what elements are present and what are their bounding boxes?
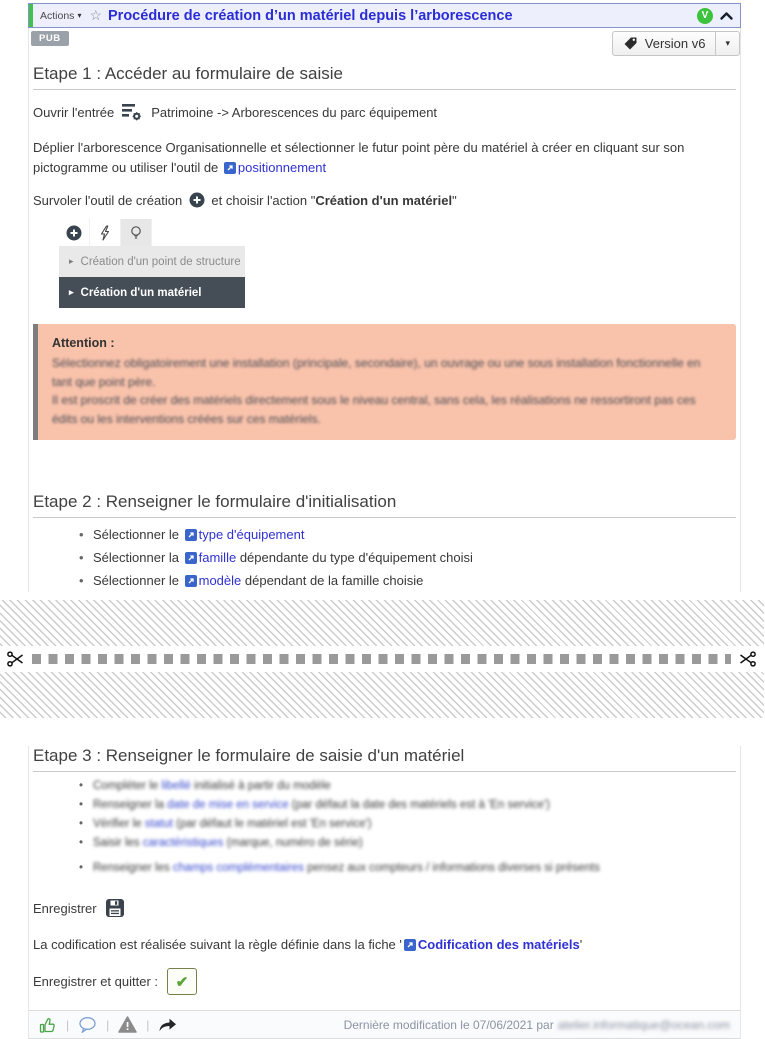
- step2-bullet-list: [33, 523, 736, 592]
- modified-author: atelier.informatique@ocean.com: [557, 1017, 730, 1032]
- article-body-continued: [28, 746, 741, 1039]
- positionnement-link[interactable]: positionnement: [237, 160, 327, 175]
- list-item: [33, 777, 736, 796]
- bullet-text: Renseigner les: [93, 862, 173, 874]
- meta-row: [29, 28, 740, 58]
- validated-status-icon: V: [697, 8, 713, 24]
- title-bar: [28, 3, 741, 28]
- dashed-cut-line: [32, 654, 731, 664]
- plus-circle-icon: [189, 192, 205, 208]
- article-body: [28, 28, 741, 592]
- external-link-icon: [185, 575, 197, 587]
- bullet-text: champs complémentaires: [172, 862, 304, 874]
- save-quit-label: Enregistrer et quitter :: [33, 974, 158, 989]
- open-entry-prefix: Ouvrir l'entrée: [33, 104, 115, 120]
- save-floppy-icon: [105, 898, 125, 918]
- version-button[interactable]: [612, 31, 717, 56]
- bullet-text: (marque, numéro de série): [223, 837, 363, 849]
- save-line: [33, 898, 736, 918]
- open-entry-line: [33, 102, 736, 123]
- external-link-icon: [185, 529, 197, 541]
- thumbs-up-icon[interactable]: [39, 1016, 57, 1034]
- hover-action-name: Création d'un matériel: [315, 193, 453, 208]
- bullet-text: caractéristiques: [142, 837, 224, 849]
- favorite-star-icon[interactable]: ☆: [89, 7, 103, 23]
- list-item: [33, 815, 736, 834]
- list-item: [33, 859, 736, 878]
- external-link-icon: [224, 162, 236, 174]
- external-link-icon: [185, 552, 197, 564]
- scissors-icon: [7, 651, 24, 667]
- comment-bubble-icon[interactable]: [78, 1016, 97, 1033]
- list-item: [33, 523, 736, 546]
- bullet-text: dépendant de la famille choisie: [241, 573, 424, 588]
- plus-tool-icon: [59, 219, 90, 246]
- last-modified-text: [344, 1018, 730, 1032]
- codification-post: ': [579, 937, 583, 952]
- bullet-text: Sélectionner la: [93, 550, 183, 565]
- list-item: [33, 569, 736, 592]
- bullet-text: Sélectionner le: [93, 573, 183, 588]
- menu-item-label: Création d'un matériel: [80, 286, 202, 299]
- menu-item-point-structure: [59, 246, 245, 277]
- list-item: [33, 796, 736, 815]
- creation-menu-screenshot: [59, 219, 245, 308]
- version-button-group: [612, 31, 740, 56]
- bullet-text: Renseigner la: [93, 799, 168, 811]
- check-icon: ✔: [175, 973, 189, 991]
- separator: |: [106, 1017, 110, 1032]
- bullet-text: pensez aux compteurs / informations diverses si présents: [303, 862, 600, 874]
- hover-create-line: [33, 191, 736, 211]
- step2-heading: Etape 2 : Renseigner le formulaire d'initialisation: [33, 492, 736, 518]
- famille-link[interactable]: famille: [198, 550, 237, 565]
- cut-line: [0, 646, 764, 672]
- external-link-icon: [404, 939, 416, 951]
- article-page: [28, 3, 741, 1039]
- actions-menu-button[interactable]: [40, 10, 81, 22]
- codification-pre: La codification est réalisée suivant la règle définie dans la fiche ': [33, 937, 402, 952]
- bullet-text: Vérifier le: [93, 818, 145, 830]
- type-equipement-link[interactable]: type d'équipement: [198, 527, 305, 542]
- footer-icons: [39, 1016, 177, 1034]
- codification-paragraph: [33, 935, 736, 955]
- step3-heading: Etape 3 : Renseigner le formulaire de saisie d'un matériel: [33, 746, 736, 772]
- tree-settings-icon: [121, 102, 144, 123]
- share-arrow-icon[interactable]: [158, 1017, 177, 1033]
- publication-status-badge: PUB: [31, 31, 69, 46]
- bullet-text: (par défaut la date des matériels est à 'En service'): [288, 799, 550, 811]
- page-title: Procédure de création d’un matériel depuis l’arborescence: [108, 7, 513, 24]
- bullet-text: initialisé à partir du modèle: [190, 780, 331, 792]
- codification-link[interactable]: Codification des matériels: [417, 937, 580, 952]
- version-label: Version v6: [644, 36, 706, 51]
- list-item: [33, 834, 736, 853]
- attention-callout: [33, 324, 736, 440]
- attention-text-line1: Sélectionnez obligatoirement une installation (principale, secondaire), un ouvrage ou une sous installation fonctionnelle en tant que point père.: [52, 356, 701, 389]
- content-cut-divider: [0, 600, 764, 718]
- lightning-tool-icon: [90, 219, 121, 246]
- title-bar-right: [697, 8, 740, 24]
- lightbulb-tool-icon: [121, 219, 152, 246]
- step1-heading: Etape 1 : Accéder au formulaire de saisie: [33, 64, 736, 90]
- hover-close: ": [452, 193, 457, 208]
- deploy-text: Déplier l'arborescence Organisationnelle et sélectionner le futur point père du matériel à créer en cliquant sur son pictogramme ou utiliser l'outil de: [33, 140, 685, 175]
- separator: |: [66, 1017, 70, 1032]
- confirm-check-button: [167, 968, 197, 995]
- footer-action-bar: [29, 1010, 740, 1039]
- screenshot-toolbar: [59, 219, 245, 246]
- separator: |: [146, 1017, 150, 1032]
- bullet-text: Compléter le: [93, 780, 162, 792]
- bullet-text: Sélectionner le: [93, 527, 183, 542]
- collapse-chevron-up-icon[interactable]: [719, 10, 734, 21]
- attention-text-line2: Il est proscrit de créer des matériels directement sous le niveau central, sans cela, les réalisations ne ressortiront pas ces édits ou les interventions créées sur ces matériels.: [52, 393, 696, 426]
- bullet-text: libellé: [161, 780, 191, 792]
- bullet-text: (par défaut le matériel est 'En service'): [172, 818, 372, 830]
- open-entry-path: Patrimoine -> Arborescences du parc équipement: [151, 104, 438, 120]
- bullet-text: Saisir les: [93, 837, 143, 849]
- version-dropdown-button[interactable]: [716, 31, 740, 56]
- deploy-paragraph: [33, 138, 736, 178]
- triangle-right-icon: ▸: [69, 256, 74, 266]
- tag-icon: [623, 36, 638, 51]
- actions-label: Actions: [40, 9, 75, 22]
- bullet-text: statut: [144, 818, 173, 830]
- chevron-down-icon: ▾: [725, 38, 730, 48]
- modified-label: Dernière modification le 07/06/2021 par: [343, 1017, 554, 1032]
- scissors-icon: [739, 651, 756, 667]
- chevron-down-icon: ▾: [77, 11, 82, 20]
- bullet-text: dépendante du type d'équipement choisi: [236, 550, 473, 565]
- warning-report-icon[interactable]: [118, 1016, 137, 1033]
- triangle-right-icon: ▸: [69, 287, 74, 297]
- attention-label: Attention :: [52, 336, 115, 350]
- status-accent-bar: [29, 4, 33, 27]
- modele-link[interactable]: modèle: [198, 573, 242, 588]
- list-item: [33, 546, 736, 569]
- menu-item-label: Création d'un point de structure: [80, 255, 241, 268]
- bullet-text: date de mise en service: [167, 799, 289, 811]
- hover-mid: et choisir l'action ": [211, 193, 316, 208]
- save-label: Enregistrer: [33, 900, 97, 916]
- hover-prefix: Survoler l'outil de création: [33, 193, 183, 208]
- step3-bullet-list: [33, 777, 736, 878]
- menu-item-materiel: [59, 277, 245, 308]
- save-quit-line: [33, 968, 736, 995]
